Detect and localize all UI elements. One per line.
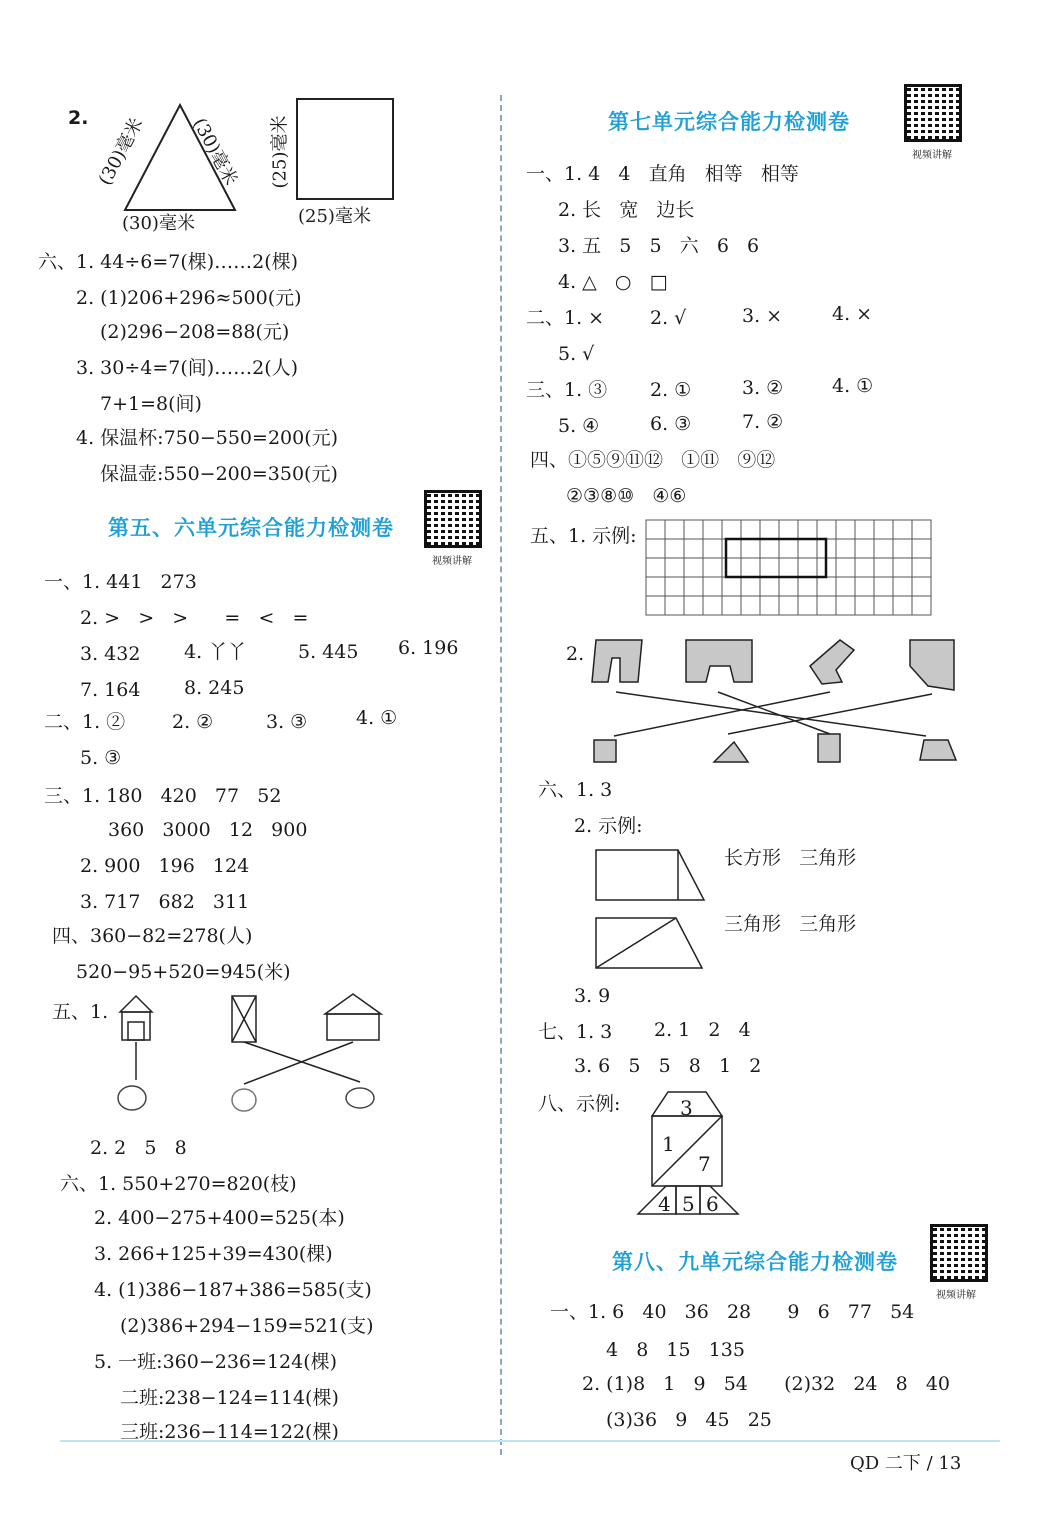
r1-line-d: (3)36 9 45 25 bbox=[606, 1409, 772, 1431]
p6-line-c: 3. 266+125+39=430(棵) bbox=[94, 1243, 333, 1265]
p6-line-b: 2. 400−275+400=525(本) bbox=[94, 1207, 345, 1229]
p3-line-a: 三、1. 180 420 77 52 bbox=[44, 785, 282, 807]
p1-item-8: 8. 245 bbox=[184, 677, 245, 699]
q3-item-6: 6. ③ bbox=[650, 413, 692, 435]
q4-line-a: 四、①⑤⑨⑪⑫ ①⑪ ⑨⑫ bbox=[530, 449, 776, 471]
p1-item-5: 5. 445 bbox=[298, 641, 359, 663]
p2-item-3: 3. ③ bbox=[266, 711, 308, 733]
q2-item-2: 2. √ bbox=[650, 307, 687, 329]
p1-line-a: 一、1. 441 273 bbox=[44, 571, 197, 593]
q2-item-4: 4. × bbox=[832, 303, 873, 325]
p1-line-b: 2. > > > = < = bbox=[80, 607, 309, 629]
matching-figure bbox=[110, 990, 410, 1120]
column-divider bbox=[500, 95, 502, 1455]
q4-line-b: ②③⑧⑩ ④⑥ bbox=[566, 485, 687, 507]
qr-caption: 视频讲解 bbox=[432, 556, 472, 567]
six-line-4: 3. 30÷4=7(间)……2(人) bbox=[76, 357, 299, 379]
p2-item-1: 二、1. ② bbox=[44, 711, 126, 733]
q1-line-d: 4. △ ○ □ bbox=[558, 271, 668, 293]
tangram-4: 4 bbox=[658, 1192, 671, 1216]
q5-line-b: 2. bbox=[566, 643, 585, 665]
tangram-5: 5 bbox=[682, 1192, 695, 1216]
p2-item-2: 2. ② bbox=[172, 711, 214, 733]
tangram-6: 6 bbox=[706, 1192, 719, 1216]
tangram-3: 3 bbox=[680, 1096, 693, 1120]
p1-item-7: 7. 164 bbox=[80, 679, 141, 701]
q5-line-a: 五、1. 示例: bbox=[530, 525, 637, 547]
q3-item-5: 5. ④ bbox=[558, 415, 600, 437]
footer-line bbox=[60, 1440, 1000, 1442]
q1-line-c: 3. 五 5 5 六 6 6 bbox=[558, 235, 760, 257]
q8-line-a: 八、示例: bbox=[538, 1093, 621, 1115]
q7-line-b: 3. 6 5 5 8 1 2 bbox=[574, 1055, 762, 1077]
p5-line-b: 2. 2 5 8 bbox=[90, 1137, 187, 1159]
q3-item-3: 3. ② bbox=[742, 377, 784, 399]
square-side-label: (25)毫米 bbox=[269, 115, 291, 189]
cut-shapes-figure bbox=[592, 844, 712, 974]
p3-line-b: 360 3000 12 900 bbox=[108, 819, 308, 841]
qr-code-icon[interactable] bbox=[904, 84, 962, 142]
tangram-7: 7 bbox=[698, 1152, 711, 1176]
section-title-7: 第七单元综合能力检测卷 bbox=[608, 110, 850, 134]
triangle-left-label: (30)毫米 bbox=[94, 114, 148, 189]
p1-item-3: 3. 432 bbox=[80, 643, 141, 665]
q6-row-1: 长方形 三角形 bbox=[724, 847, 857, 869]
six-line-1: 六、1. 44÷6=7(棵)……2(棵) bbox=[38, 251, 299, 273]
six-line-7: 保温壶:550−200=350(元) bbox=[100, 463, 338, 485]
q2-item-5: 5. √ bbox=[558, 343, 595, 365]
p6-line-f: 5. 一班:360−236=124(棵) bbox=[94, 1351, 338, 1373]
q3-item-4: 4. ① bbox=[832, 375, 874, 397]
p5-line-a: 五、1. bbox=[52, 1001, 109, 1023]
triangle-base-label: (30)毫米 bbox=[122, 213, 195, 234]
six-line-3: (2)296−208=88(元) bbox=[100, 321, 290, 343]
qr-caption: 视频讲解 bbox=[936, 1290, 976, 1301]
r1-line-b: 4 8 15 135 bbox=[606, 1339, 745, 1361]
p2-item-4: 4. ① bbox=[356, 707, 398, 729]
p1-item-6: 6. 196 bbox=[398, 637, 459, 659]
p6-line-h: 三班:236−114=122(棵) bbox=[120, 1421, 339, 1443]
q2-item-1: 二、1. × bbox=[526, 307, 605, 329]
r1-line-c: 2. (1)8 1 9 54 (2)32 24 8 40 bbox=[582, 1373, 951, 1395]
q1-line-a: 一、1. 4 4 直角 相等 相等 bbox=[526, 163, 799, 185]
qr-caption: 视频讲解 bbox=[912, 150, 952, 161]
six-line-5: 7+1=8(间) bbox=[100, 393, 202, 415]
qr-code-icon[interactable] bbox=[424, 490, 482, 548]
p1-item-4: 4. 丫丫 bbox=[184, 641, 247, 663]
p4-line-a: 四、360−82=278(人) bbox=[52, 925, 253, 947]
q6-row-2: 三角形 三角形 bbox=[724, 913, 857, 935]
q2-item-3: 3. × bbox=[742, 305, 783, 327]
q3-item-2: 2. ① bbox=[650, 379, 692, 401]
p3-line-c: 2. 900 196 124 bbox=[80, 855, 250, 877]
six-line-2: 2. (1)206+296≈500(元) bbox=[76, 287, 302, 309]
q6-line-c: 3. 9 bbox=[574, 985, 611, 1007]
r1-line-a: 一、1. 6 40 36 28 9 6 77 54 bbox=[550, 1301, 915, 1323]
p6-line-d: 4. (1)386−187+386=585(支) bbox=[94, 1279, 372, 1301]
p6-line-e: (2)386+294−159=521(支) bbox=[120, 1315, 374, 1337]
q7-item-2: 2. 1 2 4 bbox=[654, 1019, 751, 1041]
triangle-right-label: (30)毫米 bbox=[188, 114, 242, 189]
qr-code-icon[interactable] bbox=[930, 1224, 988, 1282]
q3-item-7: 7. ② bbox=[742, 411, 784, 433]
p4-line-b: 520−95+520=945(米) bbox=[76, 961, 291, 983]
q6-line-b: 2. 示例: bbox=[574, 815, 643, 837]
section-title-8-9: 第八、九单元综合能力检测卷 bbox=[612, 1250, 898, 1274]
square-base-label: (25)毫米 bbox=[298, 206, 371, 227]
q2-number: 2. bbox=[68, 107, 89, 129]
page-number: QD 二下 / 13 bbox=[850, 1453, 962, 1474]
p3-line-d: 3. 717 682 311 bbox=[80, 891, 250, 913]
square-figure bbox=[296, 98, 396, 202]
tangram-1: 1 bbox=[662, 1132, 675, 1156]
q6-line-a: 六、1. 3 bbox=[538, 779, 613, 801]
q1-line-b: 2. 长 宽 边长 bbox=[558, 199, 695, 221]
shape-matching-figure bbox=[590, 636, 960, 766]
p6-line-g: 二班:238−124=114(棵) bbox=[120, 1387, 339, 1409]
p6-line-a: 六、1. 550+270=820(枝) bbox=[60, 1173, 297, 1195]
p2-item-5: 5. ③ bbox=[80, 747, 122, 769]
section-title-5-6: 第五、六单元综合能力检测卷 bbox=[108, 516, 394, 540]
grid-figure bbox=[646, 520, 956, 616]
q3-item-1: 三、1. ③ bbox=[526, 379, 608, 401]
q7-item-1: 七、1. 3 bbox=[538, 1021, 613, 1043]
six-line-6: 4. 保温杯:750−550=200(元) bbox=[76, 427, 339, 449]
